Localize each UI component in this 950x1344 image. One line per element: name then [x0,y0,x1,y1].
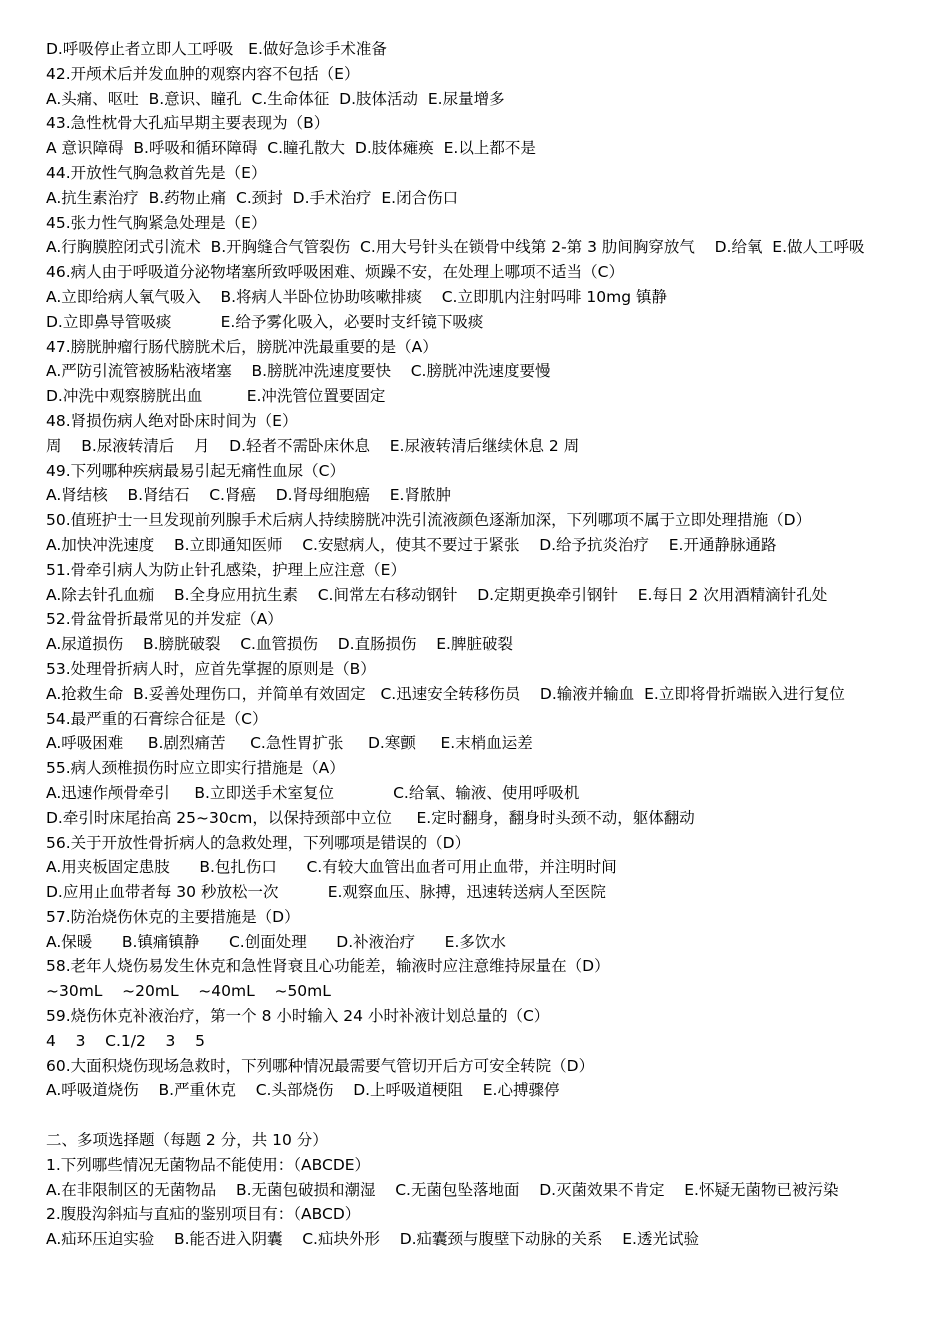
question-43-options: A 意识障碍 B.呼吸和循环障碍 C.瞳孔散大 D.肢体瘫痪 E.以上都不是 [46,139,536,158]
question-48-stem: 48.肾损伤病人绝对卧床时间为（E） [46,411,298,430]
question-52-stem: 52.骨盆骨折最常见的并发症（A） [46,610,283,629]
question-57-options: A.保暖 B.镇痛镇静 C.创面处理 D.补液治疗 E.多饮水 [46,932,506,951]
question-60-options: A.呼吸道烧伤 B.严重休克 C.头部烧伤 D.上呼吸道梗阻 E.心搏骤停 [46,1081,560,1100]
question-45-options: A.行胸膜腔闭式引流术 B.开胸缝合气管裂伤 C.用大号针头在锁骨中线第 2-第 3 肋间胸穿放气 D.给氧 E.做人工呼吸 [46,238,865,257]
section-heading-multiple-choice: 二、多项选择题（每题 2 分，共 10 分） [46,1131,328,1150]
question-48-options: 周 B.尿液转清后 月 D.轻者不需卧床休息 E.尿液转清后继续休息 2 周 [46,436,580,455]
question-47-options-1: A.严防引流管被肠粘液堵塞 B.膀胱冲洗速度要快 C.膀胱冲洗速度要慢 [46,362,551,381]
document-page [46,37,916,1252]
question-46-options-1: A.立即给病人氧气吸入 B.将病人半卧位协助咳嗽排痰 C.立即肌内注射吗啡 10mg 镇静 [46,287,668,306]
question-49-stem: 49.下列哪种疾病最易引起无痛性血尿（C） [46,461,345,480]
mc-question-1-stem: 1.下列哪些情况无菌物品不能使用：（ABCDE） [46,1155,371,1174]
question-46-stem: 46.病人由于呼吸道分泌物堵塞所致呼吸困难、烦躁不安，在处理上哪项不适当（C） [46,263,624,282]
question-55-options-1: A.迅速作颅骨牵引 B.立即送手术室复位 C.给氧、输液、使用呼吸机 [46,783,580,802]
question-52-options: A.尿道损伤 B.膀胱破裂 C.血管损伤 D.直肠损伤 E.脾脏破裂 [46,635,513,654]
question-53-options: A.抢救生命 B.妥善处理伤口，并简单有效固定 C.迅速安全转移伤员 D.输液并输血 E.立即将骨折端嵌入进行复位 [46,684,845,703]
question-42-stem: 42.开颅术后并发血肿的观察内容不包括（E） [46,64,360,83]
question-46-options-2: D.立即鼻导管吸痰 E.给予雾化吸入，必要时支纤镜下吸痰 [46,312,484,331]
question-54-stem: 54.最严重的石膏综合征是（C） [46,709,268,728]
section-gap [46,1103,916,1128]
question-56-stem: 56.关于开放性骨折病人的急救处理，下列哪项是错误的（D） [46,833,471,852]
question-58-options: ~30mL ~20mL ~40mL ~50mL [46,982,331,1001]
question-56-options-1: A.用夹板固定患肢 B.包扎伤口 C.有较大血管出血者可用止血带，并注明时间 [46,858,617,877]
question-55-stem: 55.病人颈椎损伤时应立即实行措施是（A） [46,759,345,778]
question-50-stem: 50.值班护士一旦发现前列腺手术后病人持续膀胱冲洗引流液颜色逐渐加深，下列哪项不属于立即处理措施（D） [46,511,812,530]
question-44-options: A.抗生素治疗 B.药物止痛 C.颈封 D.手术治疗 E.闭合伤口 [46,188,459,207]
question-47-options-2: D.冲洗中观察膀胱出血 E.冲洗管位置要固定 [46,387,386,406]
question-41-options: D.呼吸停止者立即人工呼吸 E.做好急诊手术准备 [46,40,387,58]
question-51-options: A.除去针孔血痂 B.全身应用抗生素 C.间常左右移动钢针 D.定期更换牵引钢针 E.每日 2 次用酒精滴针孔处 [46,585,828,604]
question-44-stem: 44.开放性气胸急救首先是（E） [46,163,267,182]
question-56-options-2: D.应用止血带者每 30 秒放松一次 E.观察血压、脉搏，迅速转送病人至医院 [46,883,606,902]
question-45-stem: 45.张力性气胸紧急处理是（E） [46,213,267,232]
question-60-stem: 60.大面积烧伤现场急救时，下列哪种情况最需要气管切开后方可安全转院（D） [46,1056,595,1075]
question-54-options: A.呼吸困难 B.剧烈痛苦 C.急性胃扩张 D.寒颤 E.末梢血运差 [46,734,533,753]
question-58-stem: 58.老年人烧伤易发生休克和急性肾衰且心功能差，输液时应注意维持尿量在（D） [46,957,610,976]
mc-question-2-options: A.疝环压迫实验 B.能否进入阴囊 C.疝块外形 D.疝囊颈与腹壁下动脉的关系 E.透光试验 [46,1230,699,1249]
question-42-options: A.头痛、呕吐 B.意识、瞳孔 C.生命体征 D.肢体活动 E.尿量增多 [46,89,505,108]
question-59-stem: 59.烧伤休克补液治疗，第一个 8 小时输入 24 小时补液计划总量的（C） [46,1007,550,1026]
question-59-options: 4 3 C.1/2 3 5 [46,1031,205,1050]
question-47-stem: 47.膀胱肿瘤行肠代膀胱术后，膀胱冲洗最重要的是（A） [46,337,438,356]
question-50-options: A.加快冲洗速度 B.立即通知医师 C.安慰病人，使其不要过于紧张 D.给予抗炎治疗 E.开通静脉通路 [46,535,777,554]
question-49-options: A.肾结核 B.肾结石 C.肾癌 D.肾母细胞癌 E.肾脓肿 [46,486,451,505]
mc-question-2-stem: 2.腹股沟斜疝与直疝的鉴别项目有：（ABCD） [46,1205,361,1224]
question-57-stem: 57.防治烧伤休克的主要措施是（D） [46,907,300,926]
question-55-options-2: D.牵引时床尾抬高 25~30cm，以保持颈部中立位 E.定时翻身，翻身时头颈不动，躯体翻动 [46,808,695,827]
question-53-stem: 53.处理骨折病人时，应首先掌握的原则是（B） [46,659,376,678]
question-51-stem: 51.骨牵引病人为防止针孔感染，护理上应注意（E） [46,560,406,579]
mc-question-1-options: A.在非限制区的无菌物品 B.无菌包破损和潮湿 C.无菌包坠落地面 D.灭菌效果不肯定 E.怀疑无菌物已被污染 [46,1180,839,1199]
question-43-stem: 43.急性枕骨大孔疝早期主要表现为（B） [46,114,330,133]
